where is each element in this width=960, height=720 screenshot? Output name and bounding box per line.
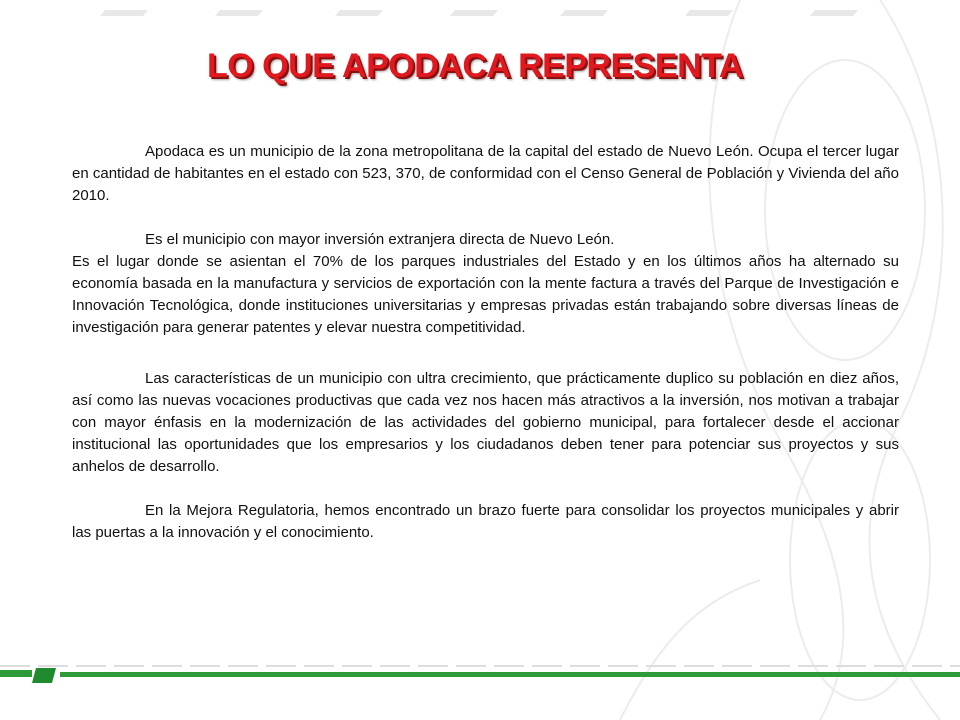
bottom-accent-bar — [0, 664, 960, 684]
green-chevron — [32, 668, 56, 683]
paragraph-2: Es el municipio con mayor inversión extranjera directa de Nuevo León. — [145, 231, 615, 248]
top-dash-strip — [100, 10, 858, 16]
paragraph-4: Las características de un municipio con ultra crecimiento, que prácticamente duplico su población en diez años, así como las nuevas vocaciones productivas que cada vez nos hacen más atractivos a la inversión, nos motivan a trabajar con mayor énfasis en la modernización de las actividades del gobierno municipal, para fortalecer desde el accionar institucional las oportunidades que los empresarios y los ciudadanos deben tener para potenciar sus proyectos y sus anhelos de desarrollo. — [72, 370, 899, 475]
paragraph-3: Es el lugar donde se asientan el 70% de los parques industriales del Estado y en los últimos años ha alternado su economía basada en la manufactura y servicios de exportación con la mente factura a través del Parque de Investigación e Innovación Tecnológica, donde instituciones universitarias y empresas privadas están trabajando sobre diversas líneas de investigación para generar patentes y elevar nuestra competitividad. — [72, 253, 899, 336]
page-title: LO QUE APODACA REPRESENTA — [207, 47, 743, 85]
paragraph-5: En la Mejora Regulatoria, hemos encontrado un brazo fuerte para consolidar los proyectos municipales y abrir las puertas a la innovación y el conocimiento. — [72, 502, 899, 541]
title-area — [0, 47, 960, 91]
green-long-bar — [60, 672, 960, 677]
green-left-segment — [0, 670, 32, 677]
paragraph-1: Apodaca es un municipio de la zona metropolitana de la capital del estado de Nuevo León. Ocupa el tercer lugar en cantidad de habitantes en el estado con 523, 370, de conformidad con el Censo General de Población y Vivienda del año 2010. — [72, 143, 899, 204]
body-text — [72, 141, 899, 544]
